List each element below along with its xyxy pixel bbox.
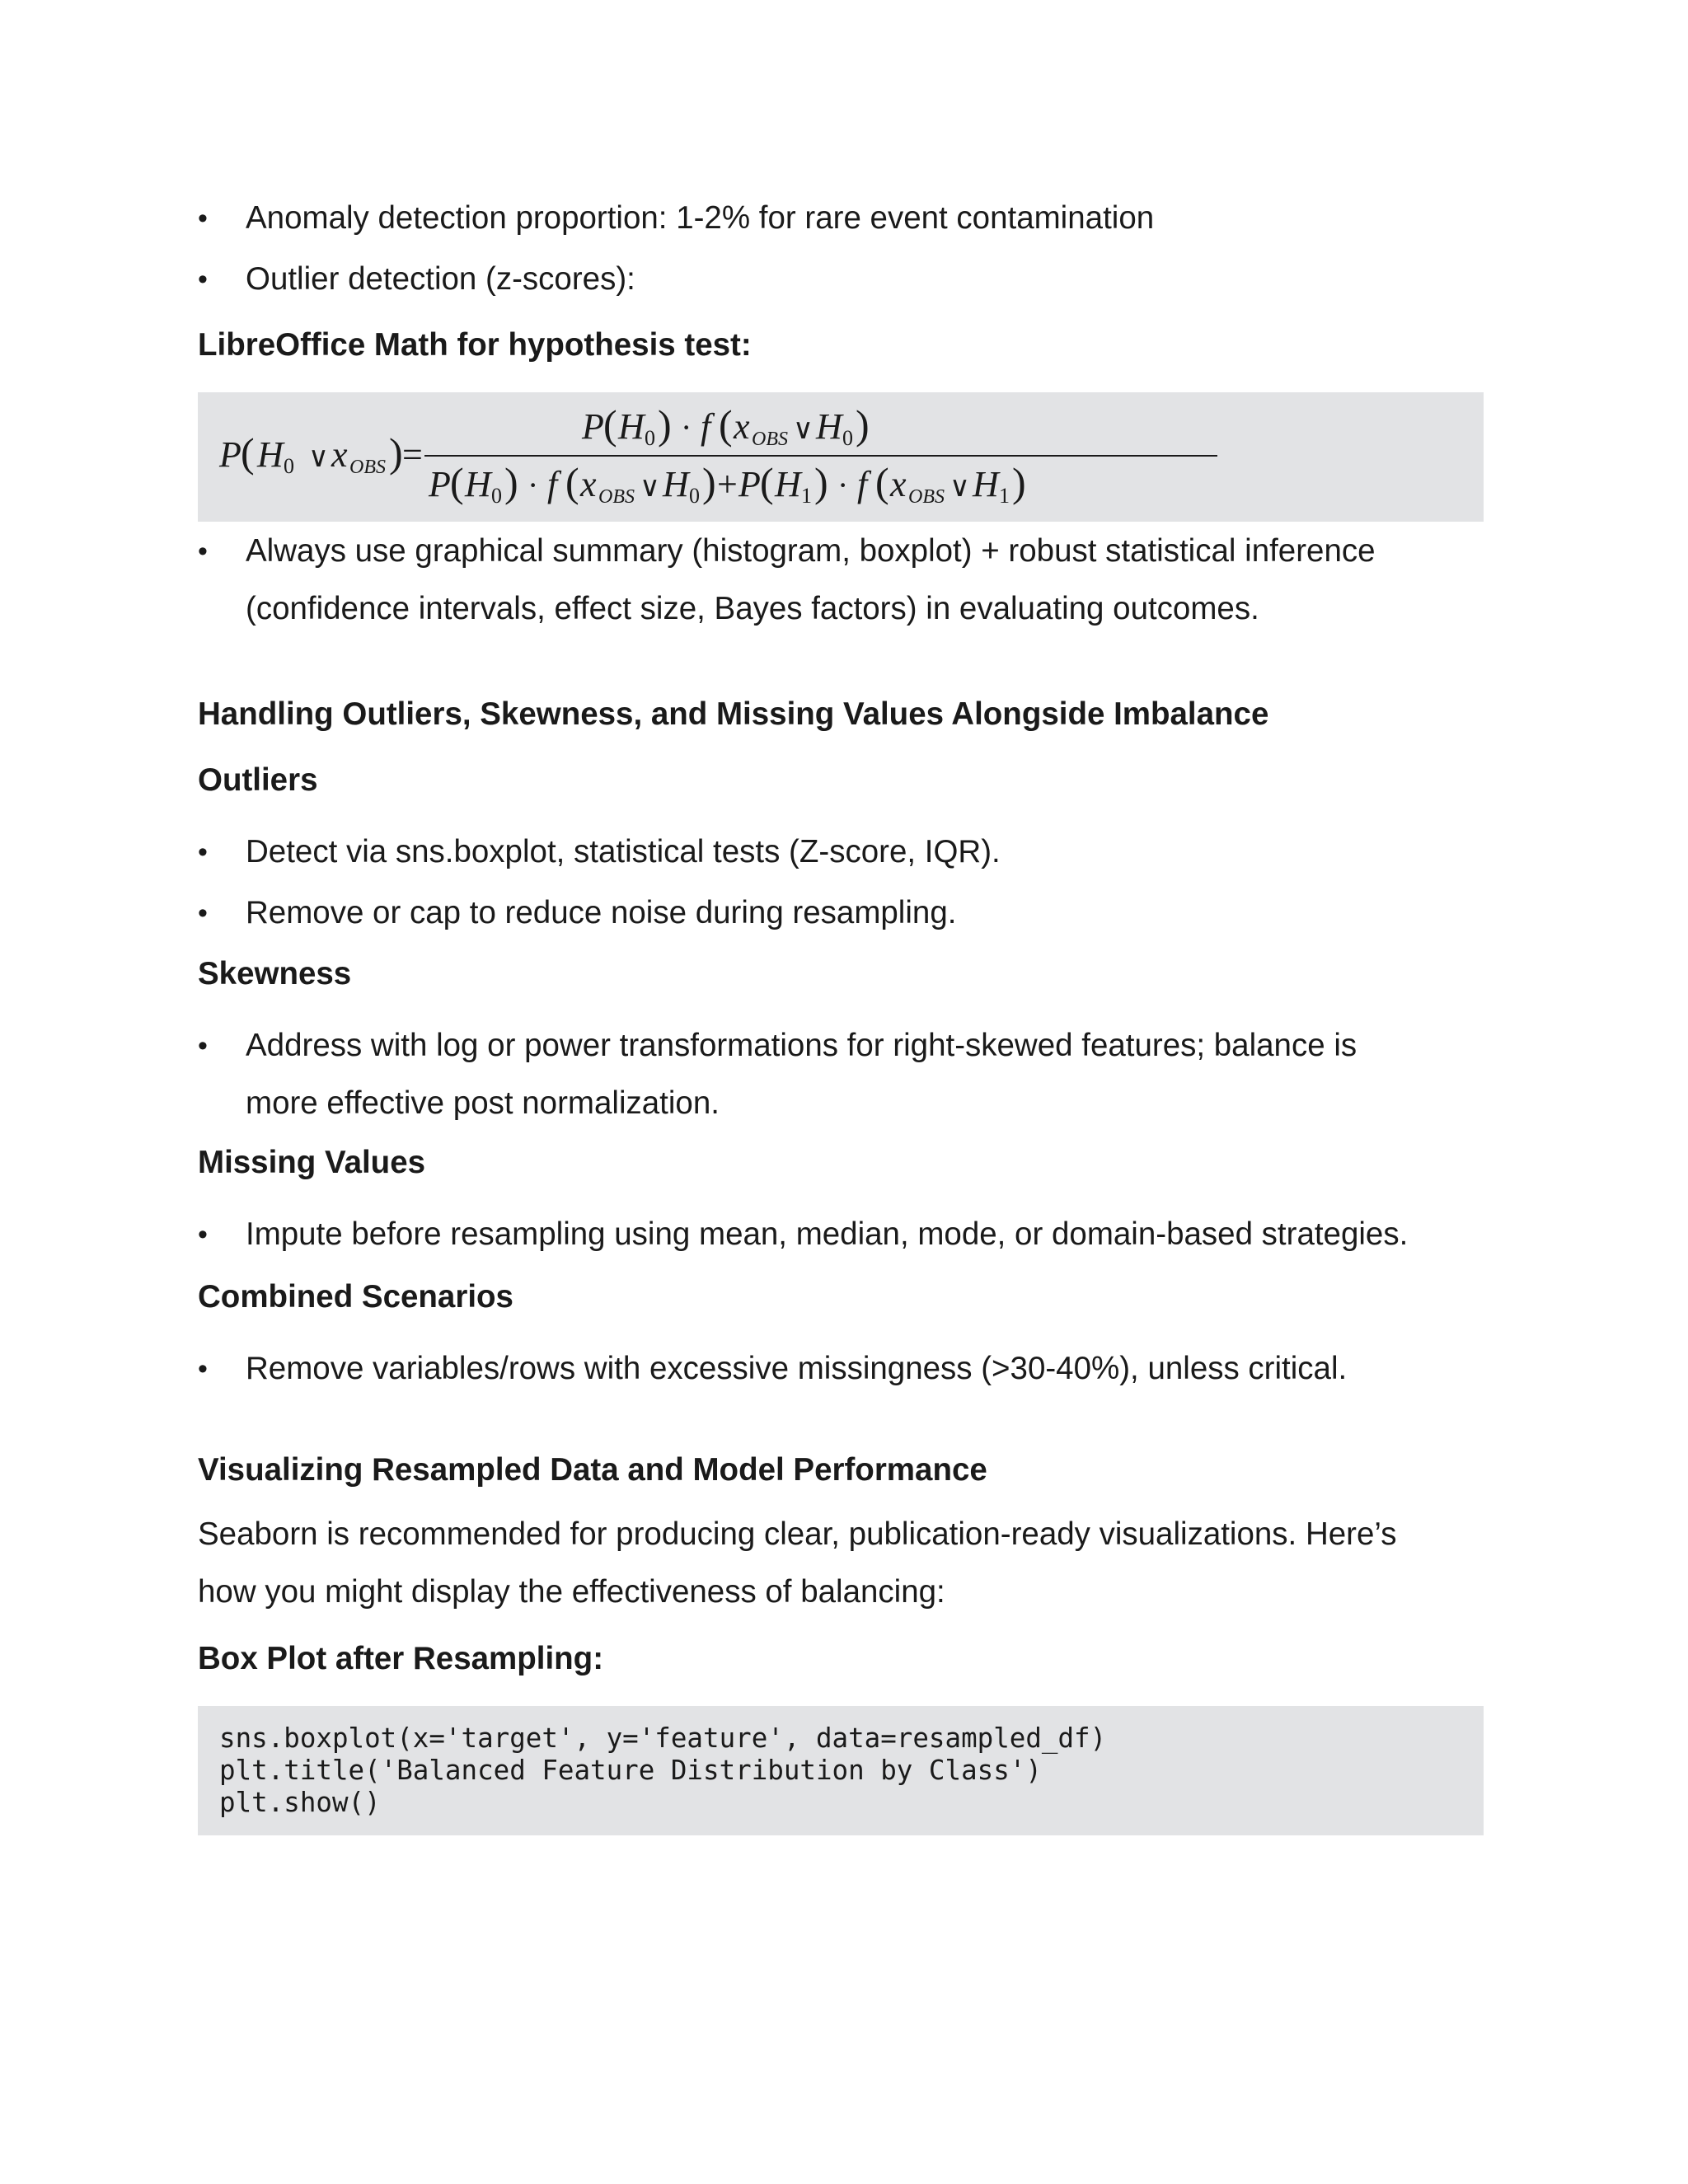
svg-text:): ) bbox=[1012, 459, 1026, 505]
paragraph-line: how you might display the effectiveness of balancing: bbox=[198, 1574, 945, 1610]
heading-combined-scenarios: Combined Scenarios bbox=[198, 1279, 513, 1315]
heading-outliers: Outliers bbox=[198, 762, 318, 798]
section-heading-visualizing: Visualizing Resampled Data and Model Performance bbox=[198, 1452, 987, 1488]
formula-sub: 0 bbox=[491, 484, 502, 508]
formula-H: H bbox=[618, 406, 645, 447]
formula-x: x bbox=[580, 464, 597, 504]
formula-f: f bbox=[547, 464, 558, 504]
svg-text:(: ( bbox=[565, 459, 579, 505]
formula-or: ∨ bbox=[950, 472, 970, 503]
formula-or: ∨ bbox=[640, 472, 660, 503]
bullet-marker: • bbox=[198, 898, 208, 929]
bullet-marker: • bbox=[198, 203, 208, 234]
list-item: Impute before resampling using mean, median, mode, or domain-based strategies. bbox=[246, 1216, 1409, 1252]
formula-P: P bbox=[582, 406, 604, 447]
heading-skewness: Skewness bbox=[198, 956, 352, 991]
heading-missing-values: Missing Values bbox=[198, 1145, 426, 1180]
svg-text:): ) bbox=[814, 459, 828, 505]
formula-P: P bbox=[219, 434, 241, 475]
bullet-marker: • bbox=[198, 837, 208, 868]
formula-dot: · bbox=[681, 409, 692, 446]
list-item-line: Address with log or power transformations for right-skewed features; balance is bbox=[246, 1028, 1357, 1063]
code-line: plt.show() bbox=[219, 1787, 381, 1818]
formula-or: ∨ bbox=[793, 415, 814, 445]
list-item-line: Always use graphical summary (histogram, boxplot) + robust statistical inference bbox=[246, 533, 1376, 569]
formula-sub: 0 bbox=[645, 426, 655, 450]
svg-text:(: ( bbox=[603, 401, 617, 448]
svg-text:): ) bbox=[389, 429, 403, 476]
formula-dot: · bbox=[837, 466, 849, 504]
list-item: Remove variables/rows with excessive missingness (>30-40%), unless critical. bbox=[246, 1351, 1348, 1386]
formula-P: P bbox=[429, 464, 451, 504]
formula-H: H bbox=[663, 464, 689, 504]
formula-dot: · bbox=[528, 466, 539, 504]
bullet-marker: • bbox=[198, 536, 208, 567]
bullet-marker: • bbox=[198, 1219, 208, 1250]
formula-sub: 0 bbox=[284, 454, 294, 478]
formula-or: ∨ bbox=[308, 443, 329, 473]
formula-sub: 0 bbox=[689, 484, 700, 508]
formula-x: x bbox=[734, 406, 750, 447]
formula-H: H bbox=[816, 406, 842, 447]
formula-H: H bbox=[465, 464, 491, 504]
list-item-line: (confidence intervals, effect size, Bayes factors) in evaluating outcomes. bbox=[246, 591, 1259, 626]
svg-text:): ) bbox=[504, 459, 518, 505]
formula-f: f bbox=[701, 406, 711, 447]
list-item-line: more effective post normalization. bbox=[246, 1085, 720, 1121]
formula-H: H bbox=[973, 464, 999, 504]
bullet-marker: • bbox=[198, 264, 208, 295]
list-item: Outlier detection (z-scores): bbox=[246, 261, 635, 297]
formula-sub: OBS bbox=[349, 457, 386, 478]
svg-text:): ) bbox=[658, 401, 672, 448]
bayes-formula bbox=[198, 392, 1484, 522]
formula-sub: OBS bbox=[752, 429, 788, 450]
bullet-marker: • bbox=[198, 1353, 208, 1385]
bullet-marker: • bbox=[198, 1030, 208, 1062]
formula-x: x bbox=[331, 434, 348, 475]
formula-sub: OBS bbox=[598, 486, 635, 508]
heading-box-plot: Box Plot after Resampling: bbox=[198, 1641, 604, 1676]
formula-sub: 1 bbox=[999, 484, 1010, 508]
formula-sub: 0 bbox=[842, 426, 853, 450]
formula-P: P bbox=[738, 464, 761, 504]
paragraph-line: Seaborn is recommended for producing clear, publication-ready visualizations. Here’s bbox=[198, 1516, 1397, 1552]
formula-plus: + bbox=[717, 464, 738, 504]
svg-text:): ) bbox=[856, 401, 870, 448]
math-heading: LibreOffice Math for hypothesis test: bbox=[198, 327, 752, 363]
formula-H: H bbox=[775, 464, 801, 504]
formula-H: H bbox=[257, 434, 284, 475]
code-line: plt.title('Balanced Feature Distribution by Class') bbox=[219, 1755, 1042, 1786]
section-heading-handling: Handling Outliers, Skewness, and Missing Values Alongside Imbalance bbox=[198, 696, 1269, 732]
svg-text:): ) bbox=[702, 459, 716, 505]
list-item: Remove or cap to reduce noise during resampling. bbox=[246, 895, 957, 930]
svg-text:(: ( bbox=[450, 459, 464, 505]
formula-f: f bbox=[857, 464, 868, 504]
formula-x: x bbox=[890, 464, 907, 504]
svg-text:(: ( bbox=[719, 401, 733, 448]
formula-eq: = bbox=[402, 434, 423, 475]
code-line: sns.boxplot(x='target', y='feature', data=resampled_df) bbox=[219, 1722, 1107, 1754]
list-item: Detect via sns.boxplot, statistical tests (Z-score, IQR). bbox=[246, 834, 1001, 869]
formula-sub: OBS bbox=[908, 486, 945, 508]
formula-sub: 1 bbox=[801, 484, 812, 508]
list-item: Anomaly detection proportion: 1-2% for rare event contamination bbox=[246, 200, 1155, 236]
svg-text:(: ( bbox=[241, 429, 255, 476]
svg-text:(: ( bbox=[875, 459, 889, 505]
svg-text:(: ( bbox=[760, 459, 774, 505]
